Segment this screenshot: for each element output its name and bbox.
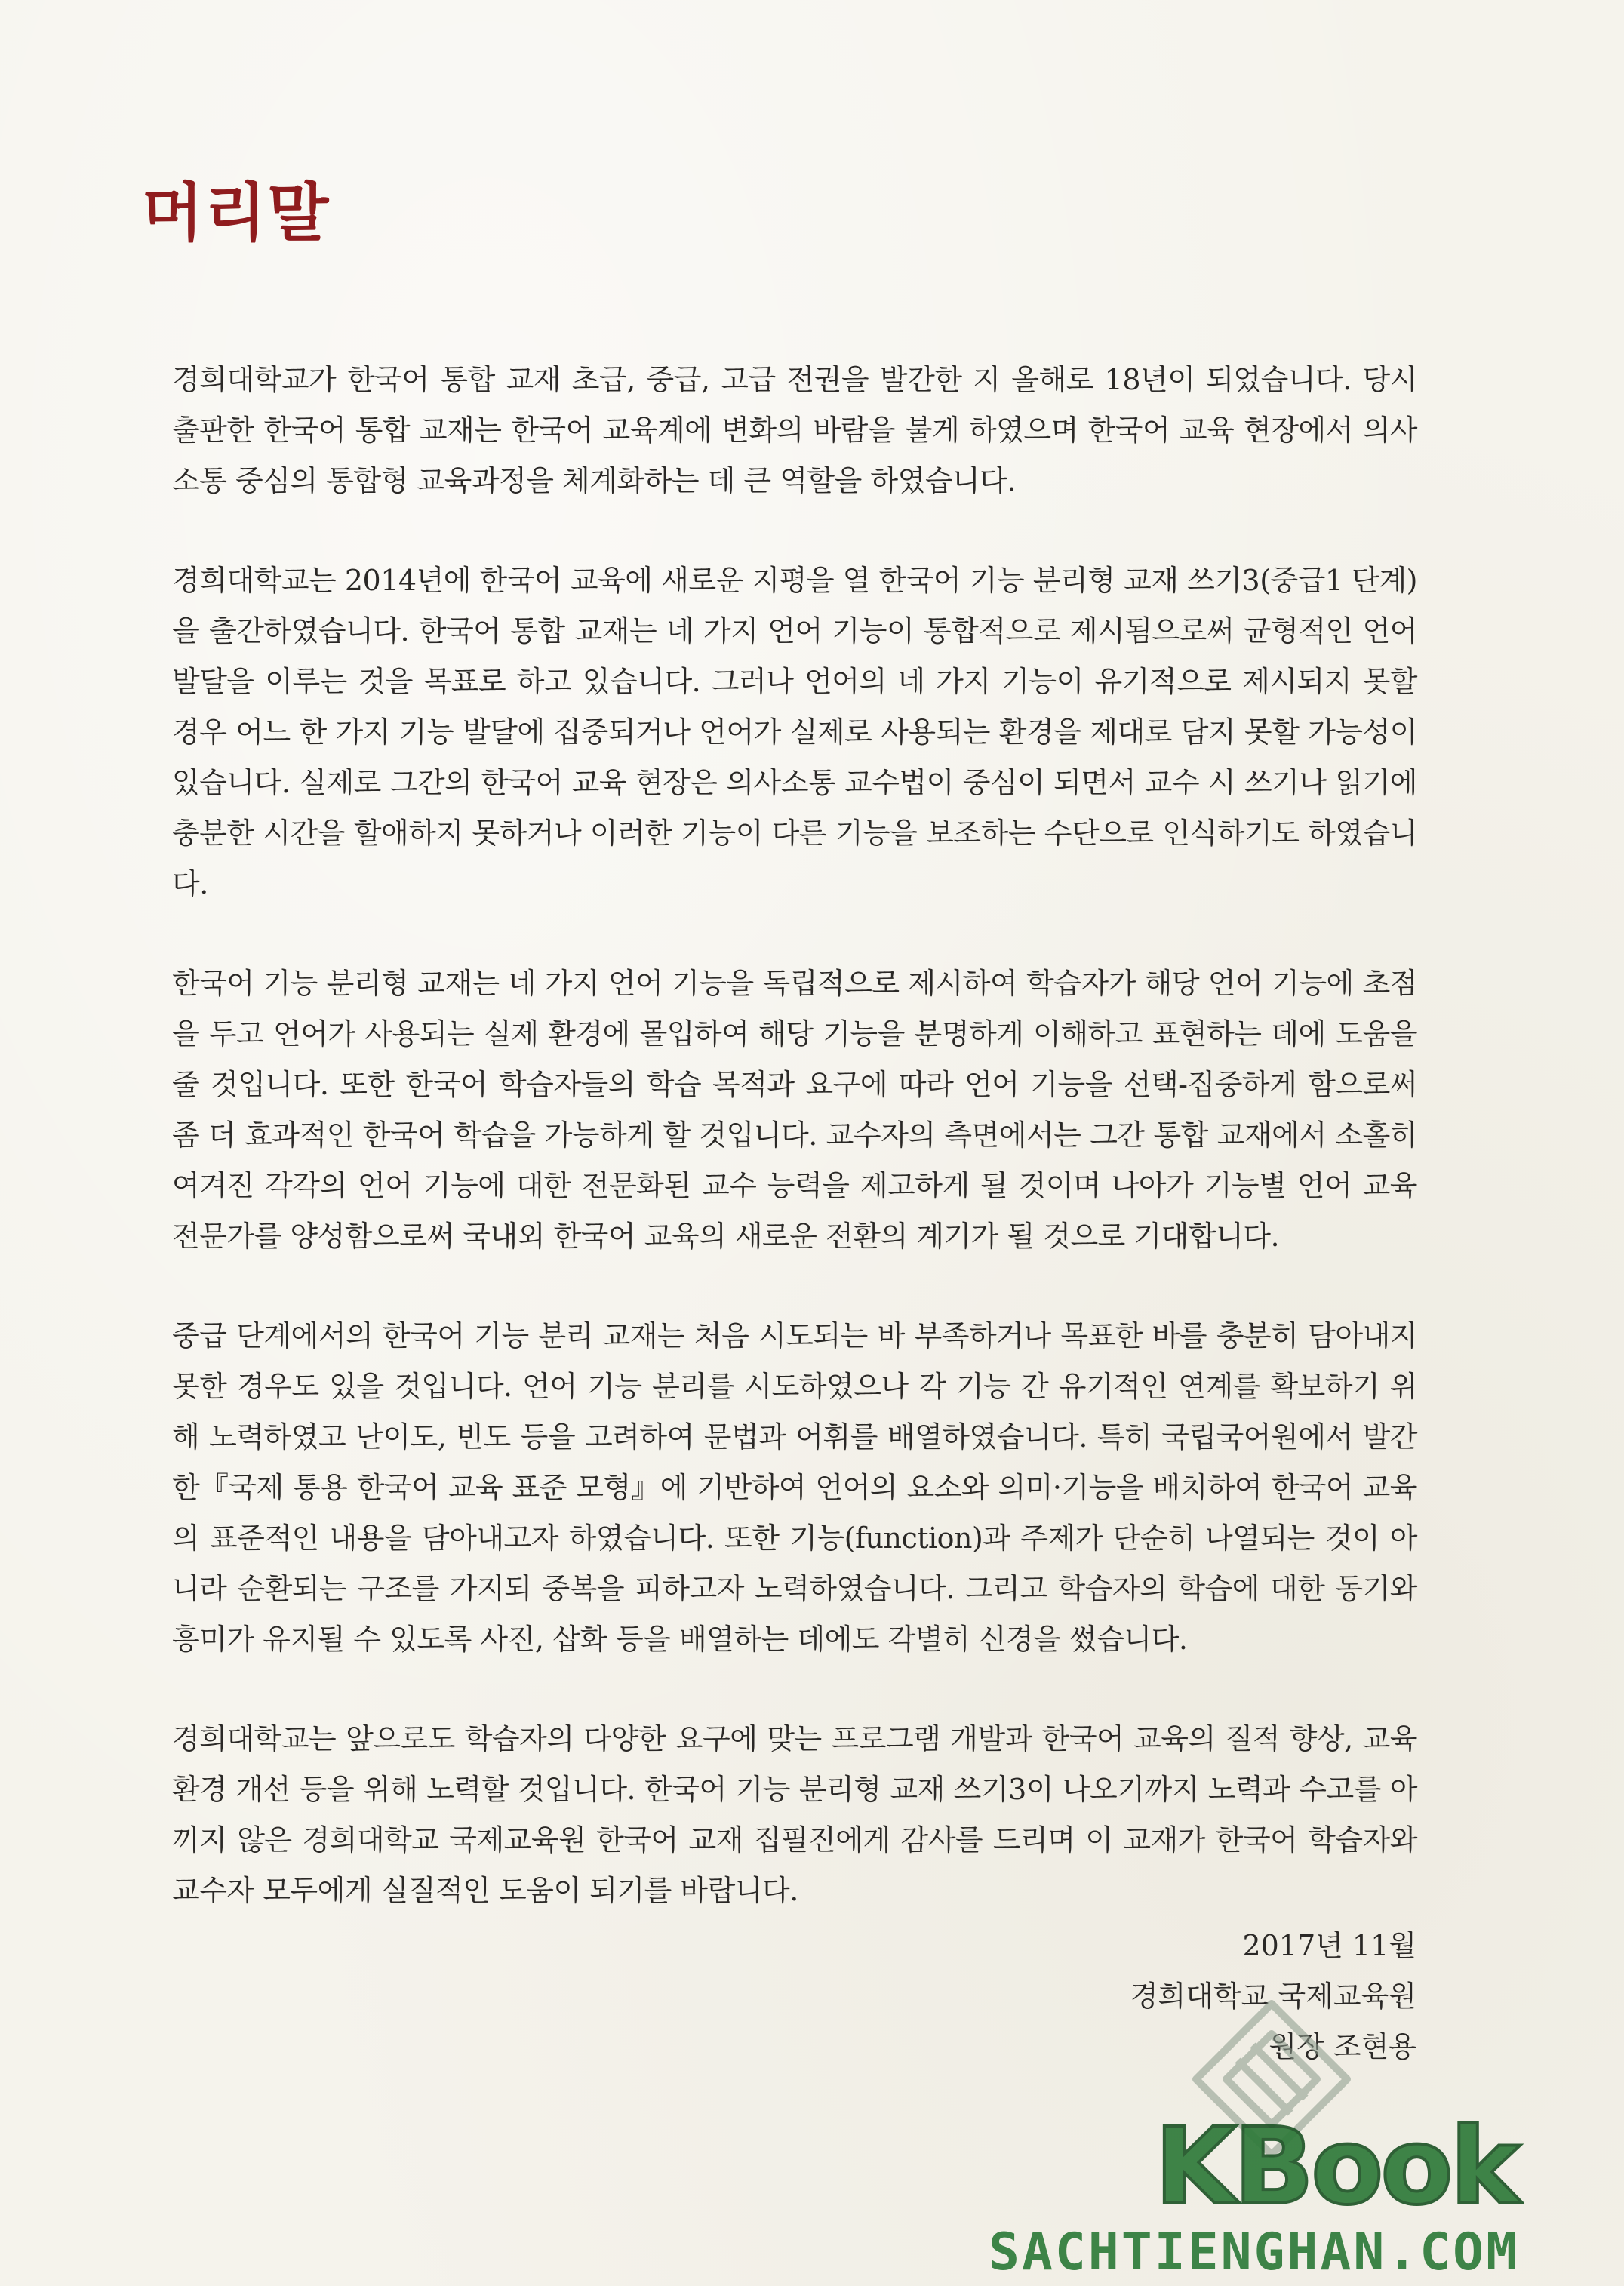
watermark-site: SACHTIENGHAN.COM <box>989 2223 1520 2282</box>
paragraph-4: 중급 단계에서의 한국어 기능 분리 교재는 처음 시도되는 바 부족하거나 목표한 바를 충분히 담아내지 못한 경우도 있을 것입니다. 언어 기능 분리를 시도하였으나 각 기능 간 유기적인 연계를 확보하기 위해 노력하였고 난이도, 빈도 등을 고려하여 문법과 어휘를 배열하였습니다. 특히 국립국어원에서 발간한『국제 통용 한국어 교육 표준 모형』에 기반하여 언어의 요소와 의미·기능을 배치하여 한국어 교육의 표준적인 내용을 담아내고자 하였습니다. 또한 기능(function)과 주제가 단순히 나열되는 것이 아니라 순환되는 구조를 가지되 중복을 피하고자 노력하였습니다. 그리고 학습자의 학습에 대한 동기와 흥미가 유지될 수 있도록 사진, 삽화 등을 배열하는 데에도 각별히 신경을 썼습니다. <box>172 1319 1417 1656</box>
paragraph-2: 경희대학교는 2014년에 한국어 교육에 새로운 지평을 열 한국어 기능 분리형 교재 쓰기3(중급1 단계)을 출간하였습니다. 한국어 통합 교재는 네 가지 언어 기능이 통합적으로 제시됨으로써 균형적인 언어 발달을 이루는 것을 목표로 하고 있습니다. 그러나 언어의 네 가지 기능이 유기적으로 제시되지 못할 경우 어느 한 가지 기능 발달에 집중되거나 언어가 실제로 사용되는 환경을 제대로 담지 못할 가능성이 있습니다. 실제로 그간의 한국어 교육 현장은 의사소통 교수법이 중심이 되면서 교수 시 쓰기나 읽기에 충분한 시간을 할애하지 못하거나 이러한 기능이 다른 기능을 보조하는 수단으로 인식하기도 하였습니다. <box>172 564 1417 900</box>
page-title: 머리말 <box>142 176 331 250</box>
paragraph-1: 경희대학교가 한국어 통합 교재 초급, 중급, 고급 전권을 발간한 지 올해로 18년이 되었습니다. 당시 출판한 한국어 통합 교재는 한국어 교육계에 변화의 바람을 불게 하였으며 한국어 교육 현장에서 의사소통 중심의 통합형 교육과정을 체계화하는 데 큰 역할을 하였습니다. <box>172 363 1417 497</box>
watermark <box>989 1977 1624 2286</box>
paragraph-3: 한국어 기능 분리형 교재는 네 가지 언어 기능을 독립적으로 제시하여 학습자가 해당 언어 기능에 초점을 두고 언어가 사용되는 실제 환경에 몰입하여 해당 기능을 분명하게 이해하고 표현하는 데에 도움을 줄 것입니다. 또한 한국어 학습자들의 학습 목적과 요구에 따라 언어 기능을 선택-집중하게 함으로써 좀 더 효과적인 한국어 학습을 가능하게 할 것입니다. 교수자의 측면에서는 그간 통합 교재에서 소홀히 여겨진 각각의 언어 기능에 대한 전문화된 교수 능력을 제고하게 될 것이며 나아가 기능별 언어 교육 전문가를 양성함으로써 국내외 한국어 교육의 새로운 전환의 계기가 될 것으로 기대합니다. <box>172 967 1417 1253</box>
signature-date: 2017년 11월 <box>1242 1929 1416 1962</box>
paragraph-5: 경희대학교는 앞으로도 학습자의 다양한 요구에 맞는 프로그램 개발과 한국어 교육의 질적 향상, 교육 환경 개선 등을 위해 노력할 것입니다. 한국어 기능 분리형 교재 쓰기3이 나오기까지 노력과 수고를 아끼지 않은 경희대학교 국제교육원 한국어 교재 집필진에게 감사를 드리며 이 교재가 한국어 학습자와 교수자 모두에게 실질적인 도움이 되기를 바랍니다. <box>172 1722 1417 1907</box>
watermark-logo: KBook <box>1155 2106 1518 2229</box>
preface-body <box>172 355 1417 1965</box>
signature-author: 원장 조현용 <box>1269 2030 1416 2063</box>
signature-organization: 경희대학교 국제교육원 <box>1130 1980 1416 2013</box>
